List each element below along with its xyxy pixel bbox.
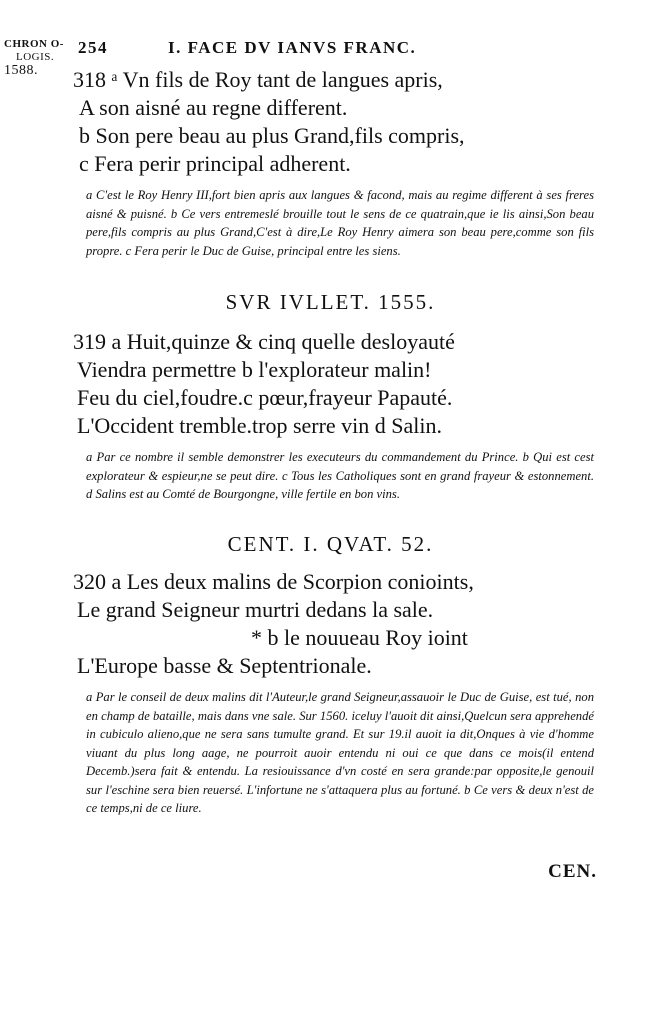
verse-line: * b le nouueau Roy ioint [251, 625, 468, 650]
commentary-text: a C'est le Roy Henry III,fort bien apris aux langues & facond, mais au regime different à ses freres aisné & puisné. b Ce vers entremeslé brouille tout le sens de ce quatrain,que ie lis ainsi,Son beau pere,fils compris au plus Grand,C'est à dire,Le Roy Henry aimera son beau pere,comme son fils propre. c Fera perir le Duc de Guise, principal entre les siens. [86, 188, 594, 258]
page-number: 254 [78, 38, 108, 57]
running-head [78, 38, 518, 58]
verse-line: L'Occident tremble.trop serre vin d Salin. [77, 413, 443, 438]
margin-note-year: 1588. [4, 63, 38, 78]
commentary-text: a Par ce nombre il semble demonstrer les executeurs du commandement du Prince. b Qui est cest explorateur & espieur,ne se peut dire. c Tous les Catholiques sont en grand frayeur & estonnement. d Salins est au Comté de Bourgongne, ville fertile en bon vins. [86, 450, 594, 501]
commentary-318 [86, 186, 594, 260]
verse-line: L'Europe basse & Septentrionale. [77, 653, 372, 678]
quatrain-318 [73, 66, 553, 178]
section-heading-juillet: SVR IVLLET. 1555. [225, 290, 436, 314]
verse-line: Viendra permettre b l'explorateur malin! [77, 357, 432, 382]
verse-line: A son aisné au regne different. [79, 95, 348, 120]
verse-line: c Fera perir principal adherent. [79, 151, 351, 176]
verse-line: Feu du ciel,foudre.c pœur,frayeur Papauté. [77, 385, 453, 410]
verse-line: 319 a Huit,quinze & cinq quelle desloyauté [73, 329, 455, 354]
commentary-320 [86, 688, 594, 818]
commentary-text: a Par le conseil de deux malins dit l'Auteur,le grand Seigneur,assauoir le Duc de Guise, est tué, non en champ de bataille, mais dans vne sale. Sur 1560. iceluy l'auoit dit ainsi,Quelcun sera apprehendé in cubiculo alieno,que ne sera sans tumulte grand. Et sur 19.il auoit ia dit,Onques à vie d'homme viuant du plus long aage, ne pourroit auoir entendu ni oui ce que dans ce mois(il entend Decemb.)sera fait & entendu. La resiouissance d'vn costé en sera grande:par opposite,le genouil sur l'eschine sera bien reuersé. L'infortune ne s'attaquera plus au fortuné. b Ce vers & deux n'est de ce temps,ni de ce liure. [86, 690, 594, 815]
commentary-319 [86, 448, 594, 504]
section-heading-centurie: CENT. I. QVAT. 52. [227, 532, 434, 556]
verse-line: 320 a Les deux malins de Scorpion conioints, [73, 569, 474, 594]
margin-note [4, 38, 68, 77]
running-title: I. FACE DV IANVS FRANC. [168, 38, 417, 57]
quatrain-319 [73, 328, 553, 440]
verse-line: b Son pere beau au plus Grand,fils compris, [79, 123, 465, 148]
verse-line: Le grand Seigneur murtri dedans la sale. [77, 597, 434, 622]
margin-note-line-1: CHRON O- [4, 38, 64, 50]
margin-note-line-2: LOGIS. [16, 51, 55, 63]
verse-line: 318 ᵃ Vn fils de Roy tant de langues apris, [73, 67, 443, 92]
quatrain-320 [73, 568, 553, 680]
catchword: CEN. [548, 861, 597, 882]
